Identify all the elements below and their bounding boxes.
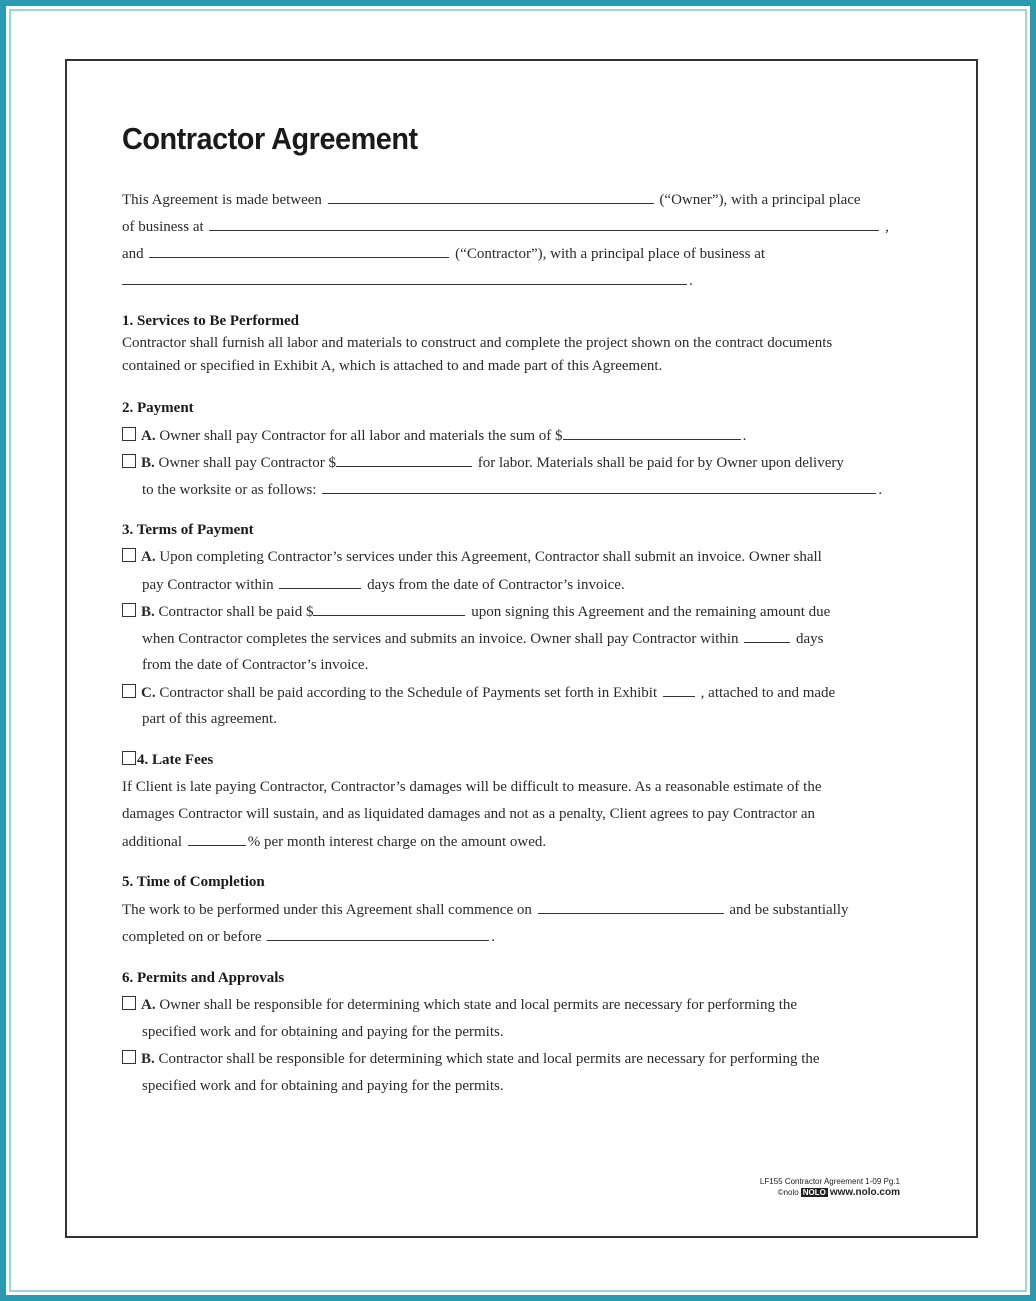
terms-option-a (122, 548, 822, 566)
option-label: C. (141, 685, 156, 701)
section-5-heading: 5. Time of Completion (122, 874, 265, 890)
owner-name-blank[interactable] (328, 190, 654, 204)
section-6-heading: 6. Permits and Approvals (122, 970, 285, 986)
permits-option-a (122, 996, 797, 1014)
footer-url: www.nolo.com (829, 1187, 900, 1198)
section-1-text: Contractor shall furnish all labor and materials to construct and complete the project shown on the contract documents (122, 335, 833, 351)
section-4-title: 4. Late Fees (137, 752, 214, 768)
permits-option-b-cont: specified work and for obtaining and paying for the permits. (142, 1078, 504, 1094)
intro-line-2 (122, 217, 889, 236)
option-label: B. (141, 455, 155, 471)
option-label: A. (141, 549, 156, 565)
option-label: A. (141, 428, 156, 444)
intro-text: (“Contractor”), with a principal place of business at (455, 246, 766, 262)
section-3-heading: 3. Terms of Payment (122, 522, 254, 538)
payment-option-b-cont (142, 480, 882, 499)
option-text: Upon completing Contractor’s services under this Agreement, Contractor shall submit an invoice. Owner shall (159, 549, 822, 565)
intro-text: . (689, 273, 693, 289)
permits-option-b (122, 1050, 820, 1068)
terms-option-a-cont (142, 575, 625, 594)
option-text: to the worksite or as follows: (142, 482, 317, 498)
section-5-text (122, 927, 495, 946)
permits-option-a-cont: specified work and for obtaining and paying for the permits. (142, 1024, 504, 1040)
intro-text: (“Owner”), with a principal place (659, 192, 861, 208)
option-text: Owner shall pay Contractor $ (158, 455, 336, 471)
option-text: Owner shall pay Contractor for all labor and materials the sum of $ (159, 428, 563, 444)
terms-option-b (122, 602, 830, 621)
option-text: additional (122, 834, 182, 850)
materials-terms-blank[interactable] (322, 480, 876, 494)
option-text: when Contractor completes the services and submits an invoice. Owner shall pay Contractor within (142, 631, 739, 647)
payment-sum-blank[interactable] (563, 426, 741, 440)
signing-amount-blank[interactable] (313, 602, 465, 616)
terms-c-checkbox[interactable] (122, 684, 136, 698)
permits-a-checkbox[interactable] (122, 996, 136, 1010)
section-2-heading: 2. Payment (122, 400, 194, 416)
option-text: upon signing this Agreement and the remaining amount due (471, 604, 831, 620)
intro-line-4 (122, 271, 693, 290)
nolo-logo: NOLO (802, 1188, 826, 1197)
option-label: B. (141, 1051, 155, 1067)
option-text: . (491, 929, 496, 945)
terms-option-c-cont: part of this agreement. (142, 711, 277, 727)
terms-option-b-cont (142, 629, 824, 648)
late-fees-checkbox[interactable] (122, 751, 136, 765)
option-text: and be substantially (729, 902, 849, 918)
commence-date-blank[interactable] (538, 900, 724, 914)
invoice-days-blank[interactable] (279, 575, 361, 589)
intro-text: This Agreement is made between (122, 192, 322, 208)
intro-line-1 (122, 190, 861, 209)
option-text: for labor. Materials shall be paid for by Owner upon delivery (477, 455, 844, 471)
labor-amount-blank[interactable] (336, 453, 472, 467)
terms-option-b-cont: from the date of Contractor’s invoice. (142, 657, 369, 673)
contractor-address-blank[interactable] (122, 271, 687, 285)
intro-text: of business at (122, 219, 204, 235)
terms-a-checkbox[interactable] (122, 548, 136, 562)
section-4-heading (122, 751, 213, 769)
option-text: . (878, 482, 883, 498)
option-label: A. (141, 997, 156, 1013)
terms-option-c (122, 683, 835, 702)
option-text: . (742, 428, 747, 444)
document-page (65, 59, 978, 1238)
section-4-text: damages Contractor will sustain, and as liquidated damages and not as a penalty, Client agrees to pay Contractor an (122, 806, 815, 822)
copyright-text: ©nolo (777, 1188, 799, 1197)
document-title: Contractor Agreement (122, 121, 418, 156)
intro-text: and (122, 246, 144, 262)
document-footer (760, 1176, 900, 1198)
option-text: days from the date of Contractor’s invoice. (367, 577, 625, 593)
section-5-text (122, 900, 849, 919)
option-text: The work to be performed under this Agreement shall commence on (122, 902, 532, 918)
completion-date-blank[interactable] (267, 927, 489, 941)
option-text: Contractor shall be paid according to the Schedule of Payments set forth in Exhibit (159, 685, 658, 701)
contractor-name-blank[interactable] (149, 244, 449, 258)
completion-days-blank[interactable] (744, 629, 790, 643)
form-code: LF155 Contractor Agreement 1-09 Pg.1 (759, 1177, 900, 1186)
option-text: Contractor shall be paid $ (158, 604, 314, 620)
owner-address-blank[interactable] (209, 217, 879, 231)
permits-b-checkbox[interactable] (122, 1050, 136, 1064)
exhibit-blank[interactable] (663, 683, 695, 697)
payment-option-b (122, 453, 844, 472)
option-text: days (796, 631, 824, 647)
option-text: Contractor shall be responsible for determining which state and local permits are necessary for performing the (158, 1051, 820, 1067)
section-4-text (122, 832, 546, 851)
payment-b-checkbox[interactable] (122, 454, 136, 468)
footer-brand-line (760, 1187, 900, 1198)
intro-line-3 (122, 244, 765, 263)
payment-option-a (122, 426, 746, 445)
terms-b-checkbox[interactable] (122, 603, 136, 617)
option-text: , attached to and made (700, 685, 836, 701)
option-text: completed on or before (122, 929, 262, 945)
intro-text: , (885, 219, 889, 235)
option-label: B. (141, 604, 155, 620)
section-1-text: contained or specified in Exhibit A, which is attached to and made part of this Agreement. (122, 358, 663, 374)
section-4-text: If Client is late paying Contractor, Contractor’s damages will be difficult to measure. As a reasonable estimate of the (122, 779, 822, 795)
option-text: pay Contractor within (142, 577, 274, 593)
option-text: Owner shall be responsible for determining which state and local permits are necessary for performing the (159, 997, 798, 1013)
payment-a-checkbox[interactable] (122, 427, 136, 441)
interest-rate-blank[interactable] (188, 832, 246, 846)
option-text: % per month interest charge on the amount owed. (247, 834, 547, 850)
section-1-heading: 1. Services to Be Performed (122, 313, 300, 329)
